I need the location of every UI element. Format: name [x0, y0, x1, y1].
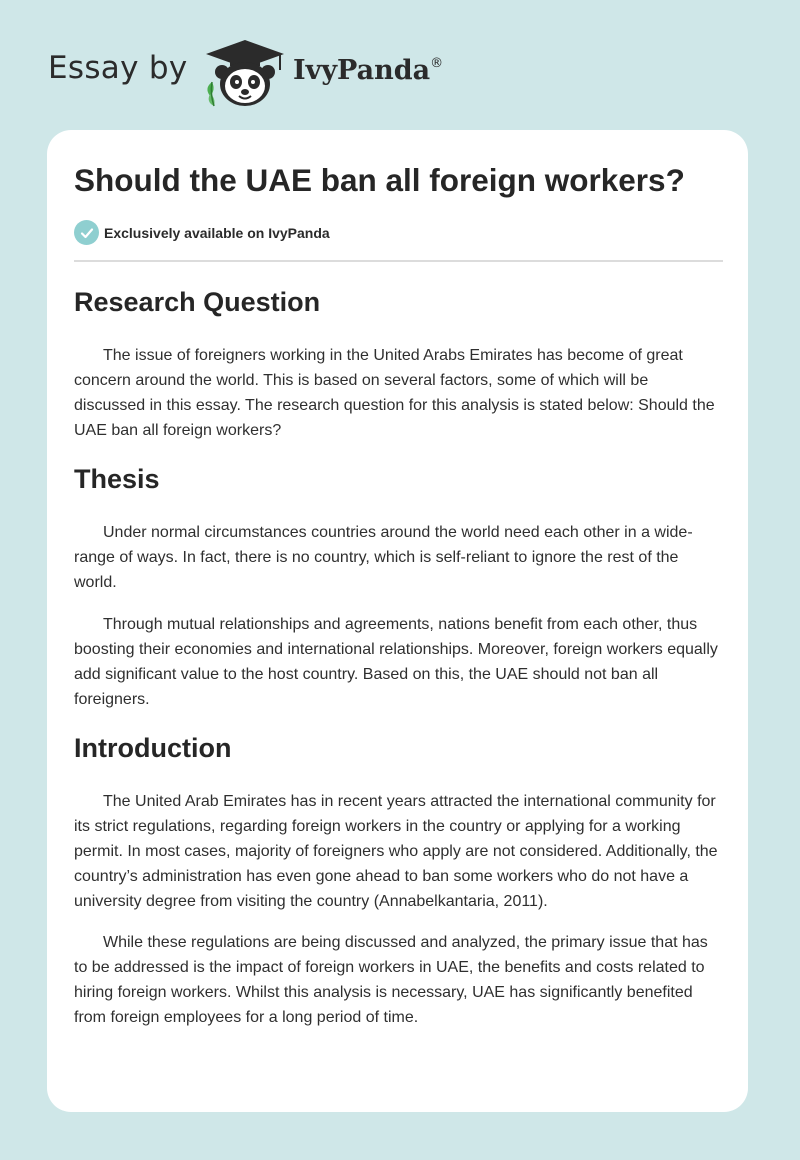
paragraph: Under normal circumstances countries around the world need each other in a wide-range of ways. In fact, there is no country, which is self-reliant to ignore the rest of the world.: [74, 524, 693, 591]
exclusive-badge: [74, 220, 330, 245]
page-title: Should the UAE ban all foreign workers?: [74, 162, 685, 198]
essay-card: [47, 130, 748, 1112]
paragraph: While these regulations are being discussed and analyzed, the primary issue that has to be addressed is the impact of foreign workers in UAE, the benefits and costs related to hiring foreign workers. Whilst this analysis is necessary, UAE has significantly benefited from foreign employees for a long period of time.: [74, 934, 708, 1026]
paragraph: Through mutual relationships and agreements, nations benefit from each other, thus boosting their economies and international relationships. Moreover, foreign workers equally add significant value to the host country. Based on this, the UAE should not ban all foreigners.: [74, 616, 718, 708]
paragraph: The United Arab Emirates has in recent years attracted the international community for its strict regulations, regarding foreign workers in the country or applying for a working permit. In most cases, majority of foreigners who apply are not considered. Additionally, the country’s administration has even gone ahead to ban some workers who do not have a university degree from visiting the country (Annabelkantaria, 2011).: [74, 793, 718, 910]
section-heading-introduction: Introduction: [74, 733, 232, 763]
paragraph: The issue of foreigners working in the United Arabs Emirates has become of great concern around the world. This is based on several factors, some of which will be discussed in this essay. The research question for this analysis is stated below: Should the UAE ban all foreign workers?: [74, 347, 715, 439]
exclusive-label: Exclusively available on IvyPanda: [104, 224, 330, 241]
site-header: [0, 0, 800, 130]
section-heading-thesis: Thesis: [74, 464, 160, 494]
section-heading-research-question: Research Question: [74, 287, 321, 317]
divider: [74, 260, 723, 262]
panda-logo-icon: [200, 38, 290, 110]
brand-name: IvyPanda®: [293, 55, 444, 86]
check-circle-icon: [74, 220, 99, 245]
essay-by-label: Essay by: [48, 50, 188, 86]
